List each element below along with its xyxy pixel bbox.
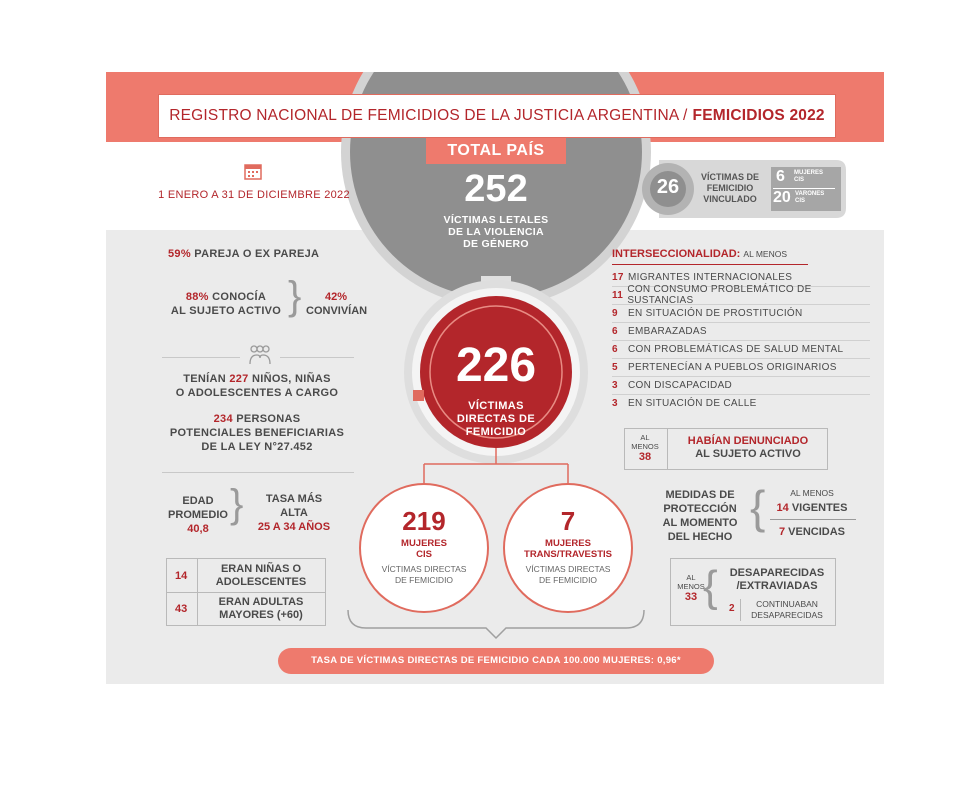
desaparecidas-box: [670, 558, 836, 626]
desap-label: [723, 567, 831, 593]
tasa-edad-stat: [248, 492, 340, 534]
intersec-title-row: [612, 248, 787, 260]
age-groups-box: [166, 558, 326, 626]
vencidas-l: VENCIDAS: [788, 526, 846, 538]
convivian-stat: [306, 290, 366, 318]
direct-l1: VÍCTIMAS: [468, 400, 524, 412]
direct-l3: FEMICIDIO: [465, 426, 527, 438]
edad-l1: EDAD: [182, 495, 214, 507]
trans-l2: TRANS/TRAVESTIS: [524, 549, 612, 560]
convivian-text: CONVIVÍAN: [306, 305, 368, 317]
intersec-item-n: 3: [612, 379, 618, 391]
pareja-stat: [168, 248, 319, 260]
medidas-l4: DEL HECHO: [667, 531, 733, 543]
header-title-bold: FEMICIDIOS 2022: [692, 107, 825, 124]
vinculado-varones: [773, 189, 825, 207]
tasa-edad-range: 25 A 34 AÑOS: [257, 521, 331, 533]
intersec-item: [612, 322, 870, 341]
intersec-item-text: EN SITUACIÓN DE PROSTITUCIÓN: [628, 307, 803, 319]
denuncia-pre2: MENOS: [631, 442, 659, 451]
header-title-box: [158, 94, 836, 138]
intersec-item-text: CON PROBLEMÁTICAS DE SALUD MENTAL: [628, 343, 844, 355]
mayores-n: 43: [175, 603, 188, 615]
intersec-underline: [612, 264, 808, 265]
denuncia-box: [624, 428, 828, 470]
ninos-post: NIÑOS, NIÑAS: [251, 373, 331, 385]
brace-medidas: {: [750, 481, 766, 533]
edad-n: 40,8: [187, 523, 209, 535]
direct-label: [426, 400, 566, 439]
tasa-footer: TASA DE VÍCTIMAS DIRECTAS DE FEMICIDIO CADA 100.000 MUJERES: 0,96*: [278, 648, 714, 674]
vinculado-label-1: VÍCTIMAS DE: [700, 172, 759, 182]
intersec-item: [612, 376, 870, 395]
intersec-item-n: 11: [612, 289, 624, 301]
ninas-n: 14: [175, 570, 188, 582]
desap-n: 33: [684, 591, 698, 603]
desap-l2: /EXTRAVIADAS: [736, 580, 818, 592]
people-icon: [247, 344, 273, 366]
header-title: REGISTRO NACIONAL DE FEMICIDIOS DE LA JUSTICIA ARGENTINA /: [169, 107, 688, 124]
ninas-l1: ERAN NIÑAS O: [220, 563, 302, 575]
vinculado-mujeres-n: 6: [776, 168, 785, 185]
trans-sub2: DE FEMICIDIO: [538, 575, 598, 585]
infographic-card: [106, 72, 884, 684]
ninos-l2: O ADOLESCENTES A CARGO: [175, 387, 339, 399]
brace-conocia: }: [288, 274, 302, 318]
medidas-label: [652, 488, 748, 544]
cis-l2: CIS: [416, 549, 432, 560]
tasa-edad-l1: TASA MÁS: [265, 493, 323, 505]
cis-sub2: DE FEMICIDIO: [394, 575, 454, 585]
brace-desap: {: [703, 562, 718, 611]
cis-value: 219: [402, 506, 446, 536]
vigentes-n: 14: [776, 502, 789, 514]
tasa-edad-l2: ALTA: [280, 507, 308, 519]
conocia-text-2: AL SUJETO ACTIVO: [170, 305, 282, 317]
intersec-item: [612, 394, 870, 412]
cont-n: 2: [729, 603, 735, 614]
divider-left-1: [162, 357, 240, 358]
vigentes-stat: [762, 502, 862, 514]
denuncia-l2: AL SUJETO ACTIVO: [695, 448, 801, 460]
intersec-item-n: 9: [612, 307, 618, 319]
denuncia-vdivider: [667, 429, 668, 469]
intersec-item-n: 5: [612, 361, 618, 373]
direct-value: 226: [455, 339, 537, 392]
intersec-item: [612, 340, 870, 359]
vinculado-label-2: FEMICIDIO: [706, 183, 754, 193]
intersec-item-n: 17: [612, 271, 624, 283]
cis-sub: [364, 564, 484, 586]
cont-l2: DESAPARECIDAS: [751, 610, 823, 620]
intersec-item: [612, 286, 870, 305]
conocia-text-1: CONOCÍA: [212, 291, 267, 303]
vencidas-n: 7: [778, 526, 786, 538]
intersec-item-text: MIGRANTES INTERNACIONALES: [628, 271, 793, 283]
total-label-1: VÍCTIMAS LETALES: [443, 214, 549, 226]
vigentes-l: VIGENTES: [791, 502, 848, 514]
vinculado-mujeres-l2: CIS: [794, 177, 805, 183]
divider-left-2: [280, 357, 354, 358]
ninos-pre: TENÍAN: [183, 373, 226, 385]
vinculado-label: [694, 172, 766, 205]
medidas-l3: AL MOMENTO: [662, 517, 738, 529]
cont-label: [743, 599, 831, 621]
total-label-2: DE LA VIOLENCIA: [448, 226, 544, 238]
pareja-pct: 59%: [168, 248, 191, 260]
total-label-3: DE GÉNERO: [463, 238, 529, 250]
mayores-label: [201, 596, 321, 622]
ninas-l2: ADOLESCENTES: [215, 576, 307, 588]
denuncia-n: 38: [638, 451, 652, 463]
beneficiarias-stat: [152, 412, 362, 454]
intersec-title: INTERSECCIONALIDAD:: [612, 248, 741, 260]
cont-l1: CONTINUABAN: [756, 599, 818, 609]
divider-left-3: [162, 472, 354, 473]
medidas-divider: [770, 519, 856, 520]
vinculado-varones-n: 20: [773, 189, 791, 206]
denuncia-label: [671, 435, 825, 461]
beneficiarias-l3: DE LA LEY N°27.452: [201, 441, 313, 453]
mayores-l1: ERAN ADULTAS: [218, 596, 304, 608]
intersec-item-n: 6: [612, 343, 618, 355]
beneficiarias-post: PERSONAS: [236, 413, 301, 425]
pareja-text: PAREJA O EX PAREJA: [194, 248, 320, 260]
total-label: [416, 214, 576, 250]
period-text: 1 ENERO A 31 DE DICIEMBRE 2022: [158, 189, 350, 201]
mayores-l2: MAYORES (+60): [219, 609, 303, 621]
cont-vdivider: [740, 599, 741, 621]
age-groups-divider: [167, 592, 325, 593]
trans-sub1: VÍCTIMAS DIRECTAS: [525, 564, 611, 574]
cis-label: [364, 538, 484, 560]
medidas-almenos: AL MENOS: [790, 488, 834, 498]
vencidas-stat: [762, 526, 862, 538]
trans-sub: [508, 564, 628, 586]
brace-edad: }: [230, 482, 244, 526]
medidas-l1: MEDIDAS DE: [665, 489, 735, 501]
direct-l2: DIRECTAS DE: [456, 413, 536, 425]
intersec-item: [612, 358, 870, 377]
intersec-item-text: CON CONSUMO PROBLEMÁTICO DE SUSTANCIAS: [627, 284, 812, 306]
vinculado-value: 26: [656, 176, 680, 198]
intersec-list: [612, 268, 870, 418]
total-pais-badge: TOTAL PAÍS: [426, 138, 566, 164]
denuncia-pre1: AL: [640, 433, 650, 442]
medidas-l2: PROTECCIÓN: [663, 503, 737, 515]
conocia-stat: [156, 290, 296, 318]
intersec-item-text: PERTENECÍAN A PUEBLOS ORIGINARIOS: [628, 361, 837, 373]
intersec-item-text: CON DISCAPACIDAD: [628, 379, 733, 391]
calendar-icon: [244, 162, 262, 180]
intersec-item-text: EMBARAZADAS: [628, 325, 707, 337]
intersec-item-n: 3: [612, 397, 618, 409]
edad-stat: [162, 494, 234, 536]
conocia-pct: 88%: [185, 291, 209, 303]
ninos-n: 227: [229, 373, 249, 385]
intersec-item: [612, 304, 870, 323]
desap-pre2: MENOS: [677, 582, 705, 591]
trans-label: [508, 538, 628, 560]
desap-pre1: AL: [686, 573, 696, 582]
ninas-label: [201, 563, 321, 589]
beneficiarias-l2: POTENCIALES BENEFICIARIAS: [169, 427, 345, 439]
trans-l1: MUJERES: [545, 538, 591, 549]
denuncia-l1: HABÍAN DENUNCIADO: [687, 435, 809, 447]
age-groups-vdivider: [197, 559, 198, 625]
vinculado-mujeres: [776, 168, 824, 186]
vinculado-varones-l1: VARONES: [795, 191, 825, 197]
denuncia-pre: [629, 433, 661, 464]
intersec-suffix: AL MENOS: [743, 249, 788, 259]
trans-value: 7: [560, 506, 576, 536]
ninos-stat: [152, 372, 362, 400]
cis-l1: MUJERES: [401, 538, 447, 549]
edad-l2: PROMEDIO: [168, 509, 228, 521]
vinculado-label-3: VINCULADO: [703, 194, 757, 204]
cis-sub1: VÍCTIMAS DIRECTAS: [381, 564, 467, 574]
intersec-item-n: 6: [612, 325, 618, 337]
vinculado-mujeres-l1: MUJERES: [794, 170, 824, 176]
desap-l1: DESAPARECIDAS: [729, 567, 825, 579]
vinculado-varones-l2: CIS: [795, 198, 806, 204]
total-value: 252: [464, 168, 528, 210]
convivian-pct: 42%: [324, 291, 348, 303]
beneficiarias-n: 234: [213, 413, 233, 425]
intersec-item-text: EN SITUACIÓN DE CALLE: [628, 397, 757, 409]
